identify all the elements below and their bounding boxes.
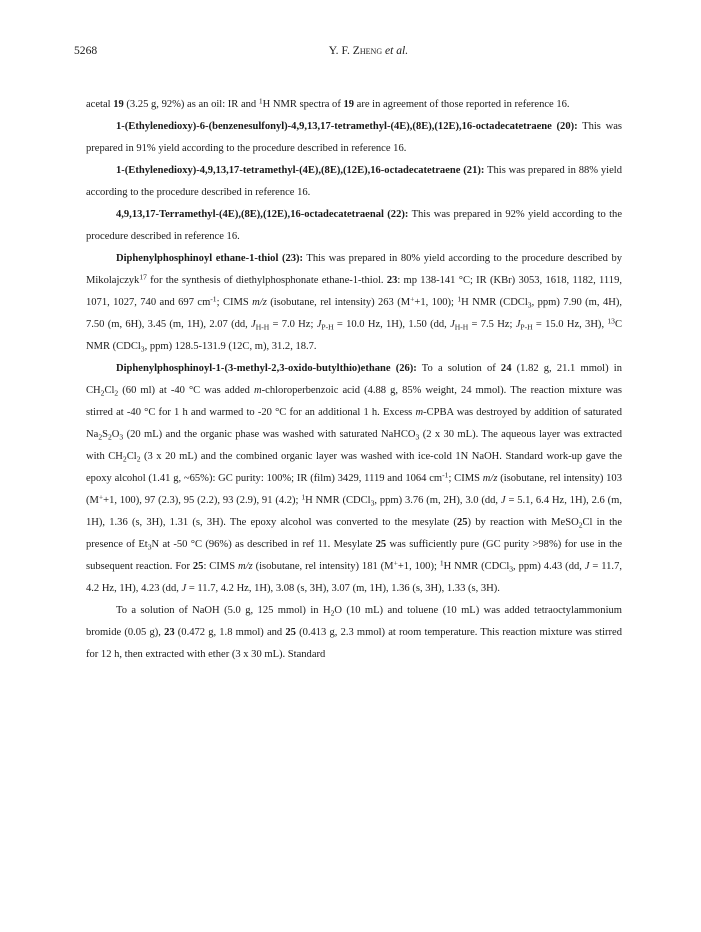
compound-heading: 1-(Ethylenedioxy)-4,9,13,17-tetramethyl-(4E),(8E),(12E),16-octadecatetraene (21): [116,165,485,176]
running-header [74,44,627,60]
paragraph-coupling-procedure: To a solution of NaOH (5.0 g, 125 mmol) in $H_2O$ (10 mL) and toluene (10 mL) was added tetraoctylammonium bromide (0.05 g), 23 (0.472 g, 1.8 mmol) and 25 (0.413 g, 2.3 mmol) at room temperature. This reaction mixture was stirred for 12 h, then extracted with ether (3 x 30 mL). Standard [86,605,622,660]
compound-heading: 1-(Ethylenedioxy)-6-(benzenesulfonyl)-4,9,13,17-tetramethyl-(4E),(8E),(12E),16-octadecatetraene (20): [116,121,578,132]
paragraph-compound-22: 4,9,13,17-Terramethyl-(4E),(8E),(12E),16-octadecatetraenal (22): This was prepared in 92% yield according to the procedure described in reference 16. [86,209,622,242]
paragraph-compound-26: Diphenylphosphinoyl-1-(3-methyl-2,3-oxido-butylthio)ethane (26): To a solution of 24 (1.82 g, 21.1 mmol) in $CH_2Cl_2$ (60 ml) at -40 °C was added m-chloroperbenzoic acid (4.88 g, 85% weight, 24 mmol). The reaction mixture was stirred at -40 °C for 1 h and warmed to -20 °C for an additional 1 h. Excess m-CPBA was destroyed by addition of saturated $Na_2S_2O_3$ (20 mL) and the organic phase was washed with saturated NaHCO$_3$ (2 x 30 mL). The aqueous layer was extracted with $CH_2Cl_2$ (3 x 20 mL) and the combined organic layer was washed with ice-cold 1N NaOH. Standard work-up gave the epoxy alcohol (1.41 g, ~65%): GC purity: 100%; IR (film) 3429, 1119 and 1064 $cm^{-1}$; CIMS m/z (isobutane, rel intensity) 103 (M++1, 100), 97 (2.3), 95 (2.2), 93 (2.9), 91 (4.2); $^1$H NMR (CDCl$_3$, ppm) 3.76 (m, 2H), 3.0 (dd, J = 5.1, 6.4 Hz, 1H), 2.6 (m, 1H), 1.36 (s, 3H), 1.31 (s, 3H). The epoxy alcohol was converted to the mesylate (25) by reaction with MeSO$_2$Cl in the presence of $Et_3N$ at -50 °C (96%) as described in ref 11. Mesylate 25 was sufficiently pure (GC purity >98%) for use in the subsequent reaction. For 25: CIMS m/z (isobutane, rel intensity) 181 (M++1, 100); $^1$H NMR (CDCl$_3$, ppm) 4.43 (dd, J = 11.7, 4.2 Hz, 1H), 4.23 (dd, J = 11.7, 4.2 Hz, 1H), 3.08 (s, 3H), 3.07 (m, 1H), 1.36 (s, 3H), 1.33 (s, 3H). [86,363,623,594]
page-number: 5268 [74,44,98,57]
paragraph-compound-23: Diphenylphosphinoyl ethane-1-thiol (23): This was prepared in 80% yield according to the procedure described by Mikolajczyk$^{17}$ for the synthesis of diethylphosphonate ethane-1-thiol. 23: mp 138-141 °C; IR (KBr) 3053, 1618, 1182, 1119, 1071, 1027, 740 and 697 $cm^{-1}$; CIMS m/z (isobutane, rel intensity) 263 (M++1, 100); $^1$H NMR (CDCl$_3$, ppm) 7.90 (m, 4H), 7.50 (m, 6H), 3.45 (m, 1H), 2.07 (dd, $J_{H-H} = 7.0$ Hz; $J_{P-H} = 10.0$ Hz, 1H), 1.50 (dd, $J_{H-H} = 7.5$ Hz; $J_{P-H} = 15.0$ Hz, 3H), $^{13}$C NMR (CDCl$_3$, ppm) 128.5-131.9 (12C, m), 31.2, 18.7. [86,253,622,354]
article-body [86,94,622,666]
compound-heading: Diphenylphosphinoyl-1-(3-methyl-2,3-oxido-butylthio)ethane (26): [116,363,417,374]
paragraph-compound-21: 1-(Ethylenedioxy)-4,9,13,17-tetramethyl-(4E),(8E),(12E),16-octadecatetraene (21): This was prepared in 88% yield according to the procedure described in reference 16. [86,165,622,198]
compound-heading: Diphenylphosphinoyl ethane-1-thiol (23): [116,253,304,264]
paragraph-compound-20: 1-(Ethylenedioxy)-6-(benzenesulfonyl)-4,9,13,17-tetramethyl-(4E),(8E),(12E),16-octadecatetraene (20): This was prepared in 91% yield according to the procedure described in reference 16. [86,121,622,154]
compound-heading: 4,9,13,17-Terramethyl-(4E),(8E),(12E),16-octadecatetraenal (22): [116,209,409,220]
running-authors: Y. F. Zheng et al. [328,44,409,57]
paragraph-acetal-19: acetal 19 (3.25 g, 92%) as an oil: IR and $^1$H NMR spectra of 19 are in agreement of those reported in reference 16. [86,96,570,110]
